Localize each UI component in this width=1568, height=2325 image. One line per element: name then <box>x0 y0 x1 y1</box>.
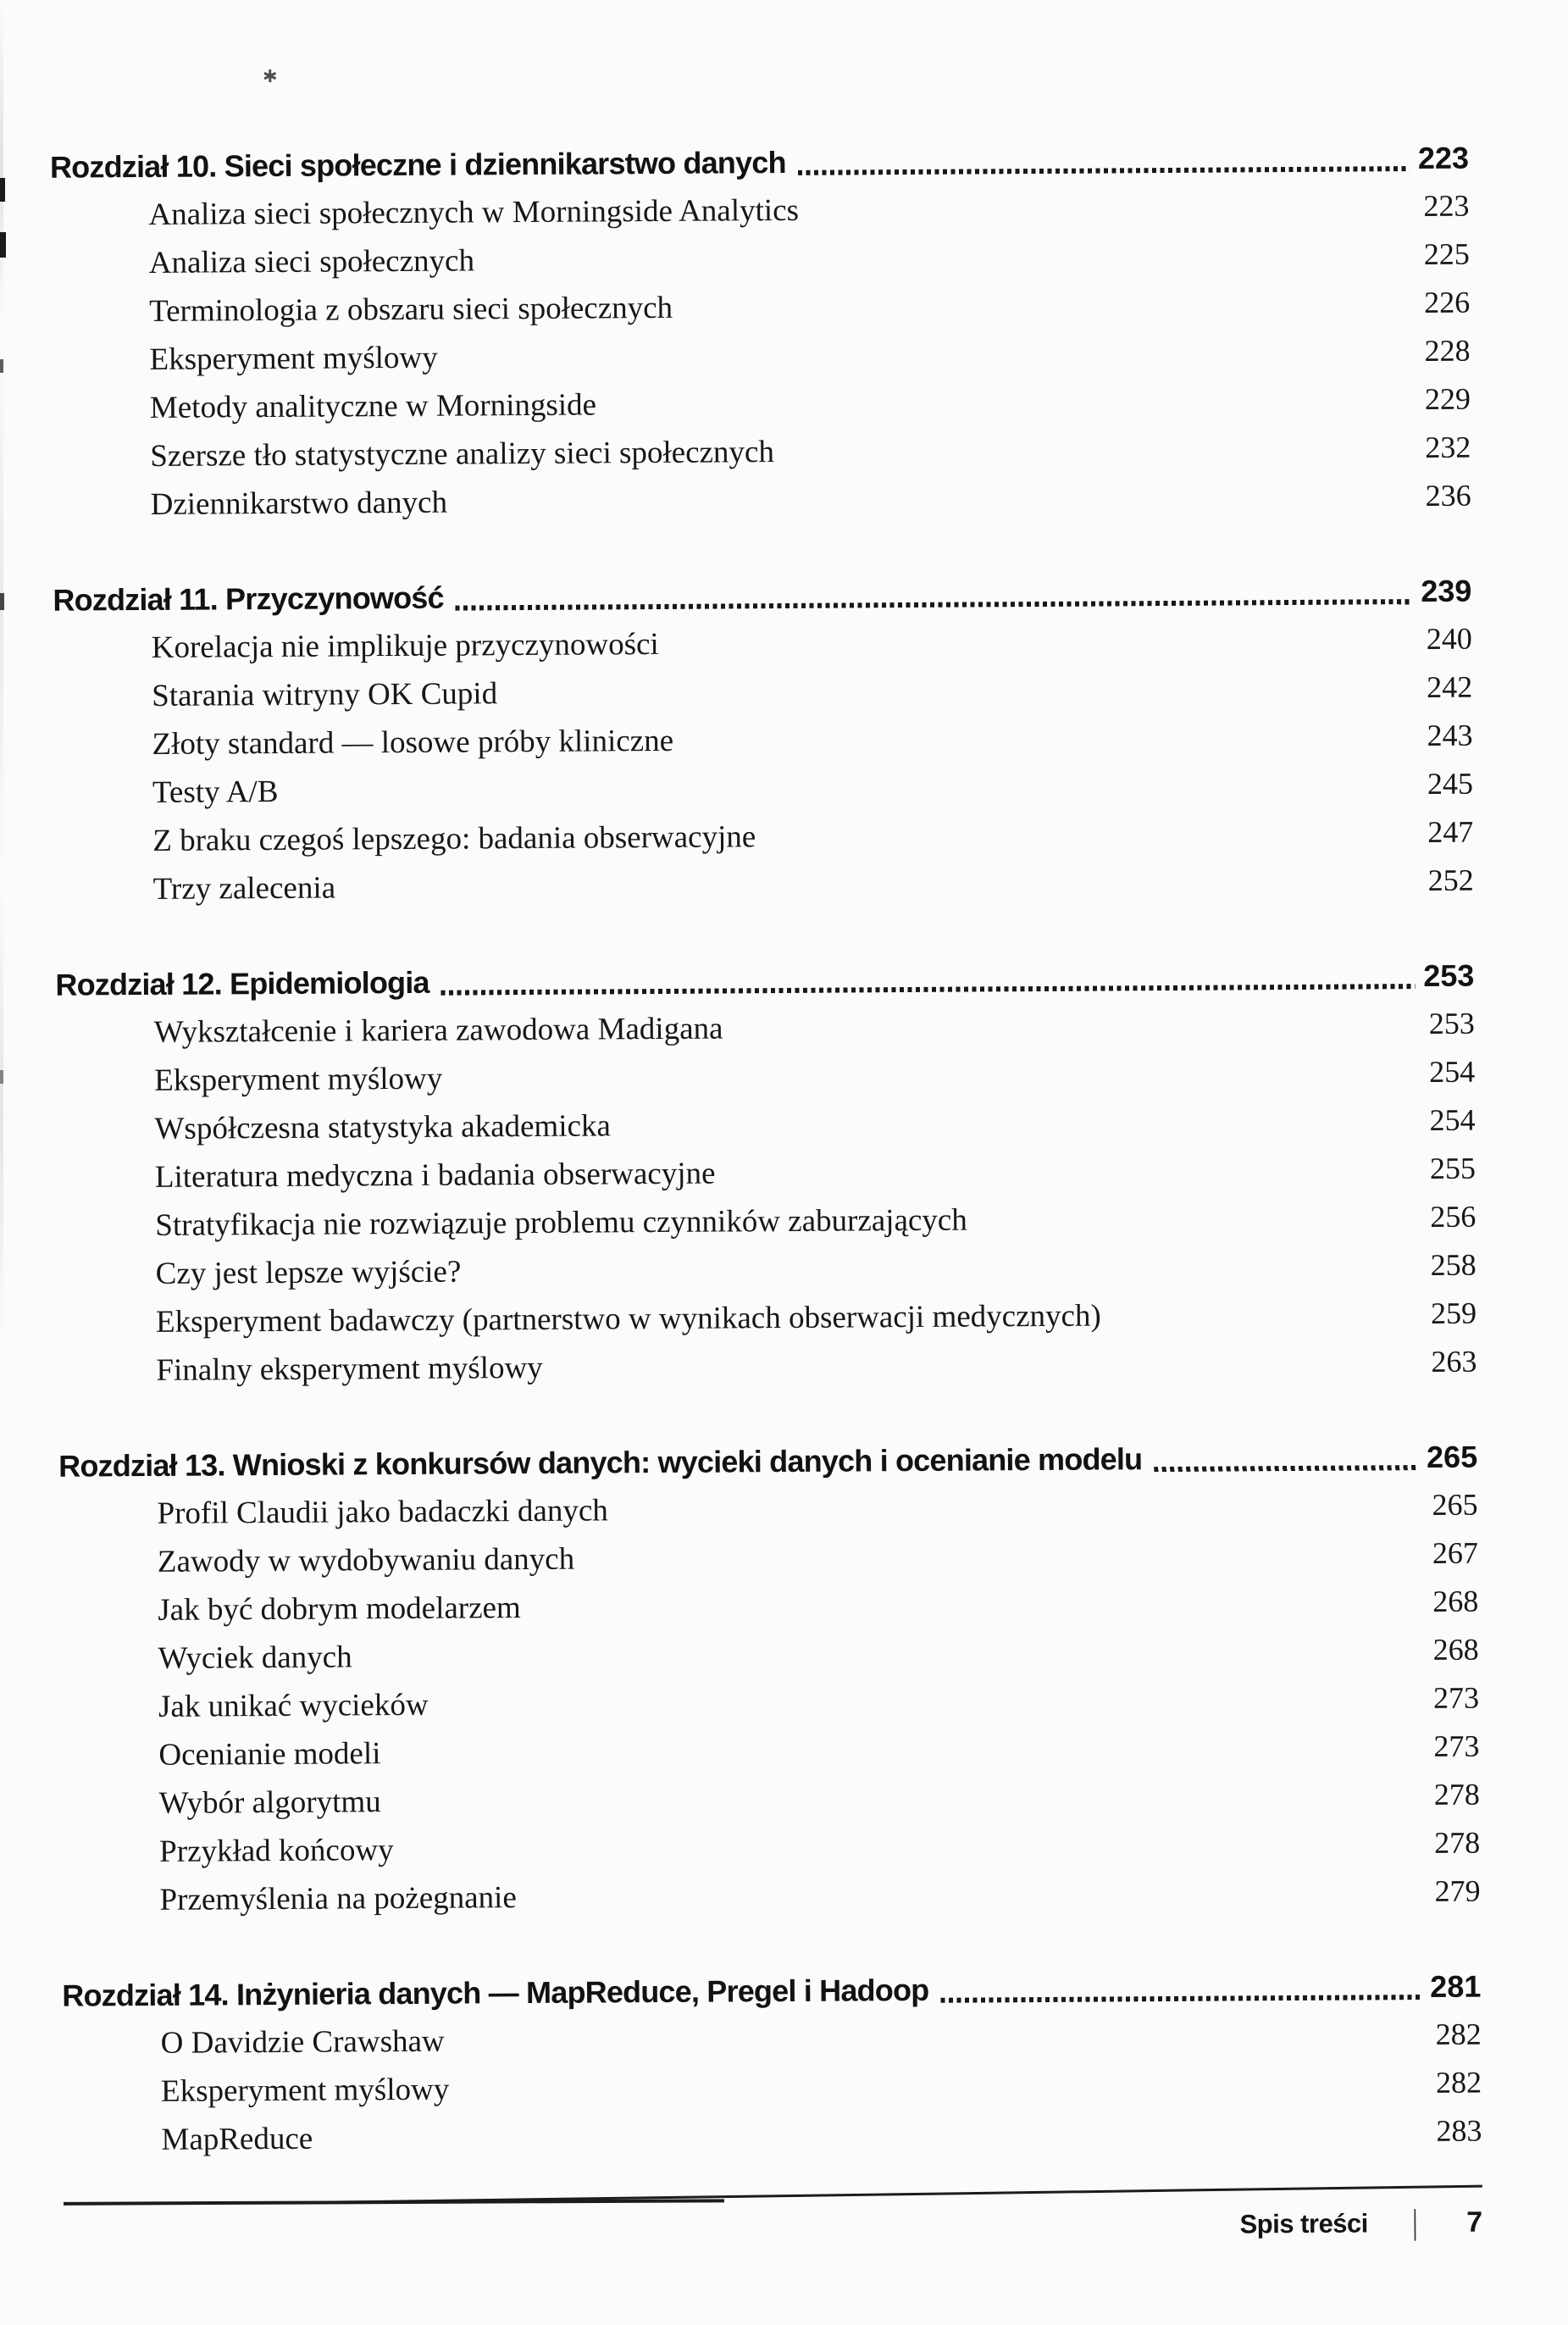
toc-section <box>53 567 1474 914</box>
entry-spacer <box>279 794 1427 802</box>
entry-title: Eksperyment badawczy (partnerstwo w wynikach obserwacji medycznych) <box>155 1298 1101 1340</box>
page-footer <box>1239 2204 1482 2244</box>
toc-entry-row <box>58 1338 1477 1396</box>
entry-title: O Davidzie Crawshaw <box>160 2023 445 2061</box>
entry-page-number: 254 <box>1429 1054 1476 1089</box>
entry-page-number: 236 <box>1425 478 1471 513</box>
chapter-page-number: 265 <box>1426 1439 1478 1474</box>
toc-entry-row <box>61 1867 1480 1925</box>
entry-page-number: 265 <box>1432 1487 1478 1522</box>
entry-title: Zawody w wydobywaniu danych <box>157 1541 575 1579</box>
entry-title: Stratyfikacja nie rozwiązuje problemu czynników zaburzających <box>155 1202 967 1243</box>
entry-page-number: 263 <box>1431 1344 1477 1379</box>
entry-page-number: 282 <box>1435 2065 1482 2100</box>
entry-spacer <box>447 506 1426 513</box>
footer-separator: | <box>1412 2204 1418 2242</box>
entry-title: Trzy zalecenia <box>152 870 336 907</box>
entry-spacer <box>543 1372 1432 1378</box>
entry-spacer <box>474 264 1424 270</box>
entry-spacer <box>497 697 1427 703</box>
entry-title: Jak unikać wycieków <box>158 1687 429 1724</box>
dotted-leader <box>798 166 1410 175</box>
entry-title: Przykład końcowy <box>159 1833 394 1869</box>
entry-spacer <box>611 1130 1430 1135</box>
entry-title: Eksperyment myślowy <box>154 1061 443 1098</box>
entry-page-number: 282 <box>1435 2017 1482 2051</box>
chapter-page-number: 239 <box>1421 573 1472 609</box>
entry-spacer <box>442 1082 1429 1089</box>
entry-page-number: 242 <box>1426 669 1473 704</box>
entry-spacer <box>673 746 1427 751</box>
dotted-leader <box>1154 1465 1418 1472</box>
entry-spacer <box>673 313 1424 318</box>
entry-title: Szersze tło statystyczne analizy sieci społecznych <box>150 435 775 474</box>
entry-page-number: 225 <box>1423 236 1470 271</box>
entry-title: Ocenianie modeli <box>158 1736 381 1773</box>
entry-page-number: 245 <box>1427 766 1474 801</box>
entry-spacer <box>352 1660 1433 1667</box>
dotted-leader <box>940 1995 1421 2003</box>
entry-title: Starania witryny OK Cupid <box>152 676 498 713</box>
entry-spacer <box>608 1515 1432 1520</box>
entry-title: Testy A/B <box>152 774 279 810</box>
dotted-leader <box>441 984 1416 996</box>
toc-entry-row <box>52 472 1471 530</box>
entry-spacer <box>596 409 1425 414</box>
entry-title: Czy jest lepsze wyjście? <box>155 1254 462 1291</box>
entry-title: Analiza sieci społecznych <box>148 243 475 280</box>
entry-spacer <box>381 1805 1434 1812</box>
entry-title: Profil Claudii jako badaczki danych <box>157 1493 608 1531</box>
entry-spacer <box>381 1756 1434 1763</box>
entry-title: Korelacja nie implikuje przyczynowości <box>151 626 659 665</box>
chapter-title: Rozdział 13. Wnioski z konkursów danych: wycieki danych i ocenianie modelu <box>58 1441 1143 1484</box>
chapter-title: Rozdział 11. Przyczynowość <box>53 580 444 618</box>
entry-page-number: 253 <box>1428 1006 1475 1040</box>
entry-spacer <box>449 2093 1436 2100</box>
entry-title: Złoty standard — losowe próby kliniczne <box>152 723 674 762</box>
toc-section <box>58 1433 1481 1925</box>
footer-section-label: Spis treści <box>1239 2207 1368 2239</box>
entry-title: Metody analityczne w Morningside <box>149 387 597 425</box>
entry-spacer <box>517 1901 1435 1907</box>
entry-spacer <box>313 2141 1436 2149</box>
entry-page-number: 278 <box>1434 1825 1481 1860</box>
toc-section <box>50 134 1471 530</box>
entry-page-number: 254 <box>1429 1102 1476 1137</box>
entry-title: Literatura medyczna i badania obserwacyjne <box>154 1156 716 1195</box>
entry-page-number: 259 <box>1430 1296 1477 1330</box>
entry-title: Wykształcenie i kariera zawodowa Madigana <box>153 1011 723 1050</box>
entry-page-number: 232 <box>1425 430 1471 464</box>
entry-title: Wyciek danych <box>158 1640 352 1676</box>
entry-page-number: 252 <box>1427 863 1474 897</box>
entry-page-number: 273 <box>1433 1728 1480 1763</box>
entry-page-number: 258 <box>1430 1247 1477 1282</box>
entry-spacer <box>574 1563 1432 1569</box>
entry-spacer <box>445 2045 1436 2051</box>
entry-spacer <box>335 891 1428 898</box>
entry-page-number: 268 <box>1432 1584 1479 1618</box>
entry-title: Współczesna statystyka akademicka <box>154 1108 612 1146</box>
entry-spacer <box>716 1179 1430 1184</box>
entry-title: Terminologia z obszaru sieci społecznych <box>149 290 673 329</box>
entry-title: MapReduce <box>161 2121 313 2157</box>
entry-spacer <box>659 649 1427 654</box>
entry-spacer <box>521 1612 1433 1618</box>
entry-title: Jak być dobrym modelarzem <box>158 1590 521 1628</box>
chapter-page-number: 223 <box>1417 140 1470 176</box>
chapter-page-number: 253 <box>1423 957 1475 993</box>
entry-page-number: 283 <box>1436 2113 1482 2148</box>
entry-spacer <box>756 842 1427 846</box>
entry-page-number: 247 <box>1427 814 1474 849</box>
entry-page-number: 279 <box>1434 1873 1481 1908</box>
entry-spacer <box>774 458 1425 462</box>
scan-speck <box>269 69 271 82</box>
toc-section <box>62 1962 1482 2165</box>
toc-section <box>55 952 1477 1396</box>
entry-title: Finalny eksperyment myślowy <box>156 1350 543 1388</box>
entry-page-number: 223 <box>1423 188 1470 223</box>
entry-page-number: 268 <box>1432 1632 1479 1667</box>
entry-page-number: 228 <box>1424 333 1471 368</box>
entry-title: Eksperyment myślowy <box>160 2072 450 2109</box>
entry-spacer <box>394 1853 1435 1860</box>
chapter-page-number: 281 <box>1430 1968 1482 2004</box>
entry-title: Eksperyment myślowy <box>149 340 438 377</box>
chapter-title: Rozdział 12. Epidemiologia <box>55 964 429 1002</box>
entry-spacer <box>723 1034 1429 1039</box>
entry-spacer <box>438 361 1425 368</box>
entry-spacer <box>1101 1323 1431 1326</box>
entry-page-number: 255 <box>1429 1151 1477 1185</box>
entry-page-number: 226 <box>1423 285 1471 319</box>
footer-rule <box>339 2185 1482 2204</box>
entry-page-number: 278 <box>1433 1777 1480 1812</box>
entry-spacer <box>461 1275 1430 1282</box>
entry-page-number: 273 <box>1432 1680 1480 1715</box>
entry-page-number: 229 <box>1424 381 1471 416</box>
entry-page-number: 243 <box>1427 718 1473 752</box>
chapter-title: Rozdział 10. Sieci społeczne i dziennikarstwo danych <box>49 144 786 185</box>
dotted-leader <box>456 599 1413 610</box>
entry-title: Przemyślenia na pożegnanie <box>159 1880 517 1917</box>
entry-page-number: 240 <box>1426 621 1472 656</box>
entry-title: Wybór algorytmu <box>158 1784 381 1821</box>
entry-spacer <box>429 1708 1433 1715</box>
entry-title: Dziennikarstwo danych <box>150 485 448 522</box>
chapter-title: Rozdział 14. Inżynieria danych — MapReduce, Pregel i Hadoop <box>62 1972 929 2013</box>
footer-page-number: 7 <box>1466 2206 1483 2239</box>
toc-entry-row <box>63 2107 1482 2165</box>
toc-entry-row <box>54 857 1473 914</box>
entry-spacer <box>799 216 1423 220</box>
entry-spacer <box>967 1227 1431 1230</box>
toc <box>50 134 1482 2165</box>
entry-title: Z braku czegoś lepszego: badania obserwacyjne <box>152 819 756 858</box>
entry-title: Analiza sieci społecznych w Morningside Analytics <box>148 192 800 232</box>
entry-page-number: 256 <box>1430 1199 1477 1234</box>
entry-page-number: 267 <box>1432 1535 1479 1570</box>
